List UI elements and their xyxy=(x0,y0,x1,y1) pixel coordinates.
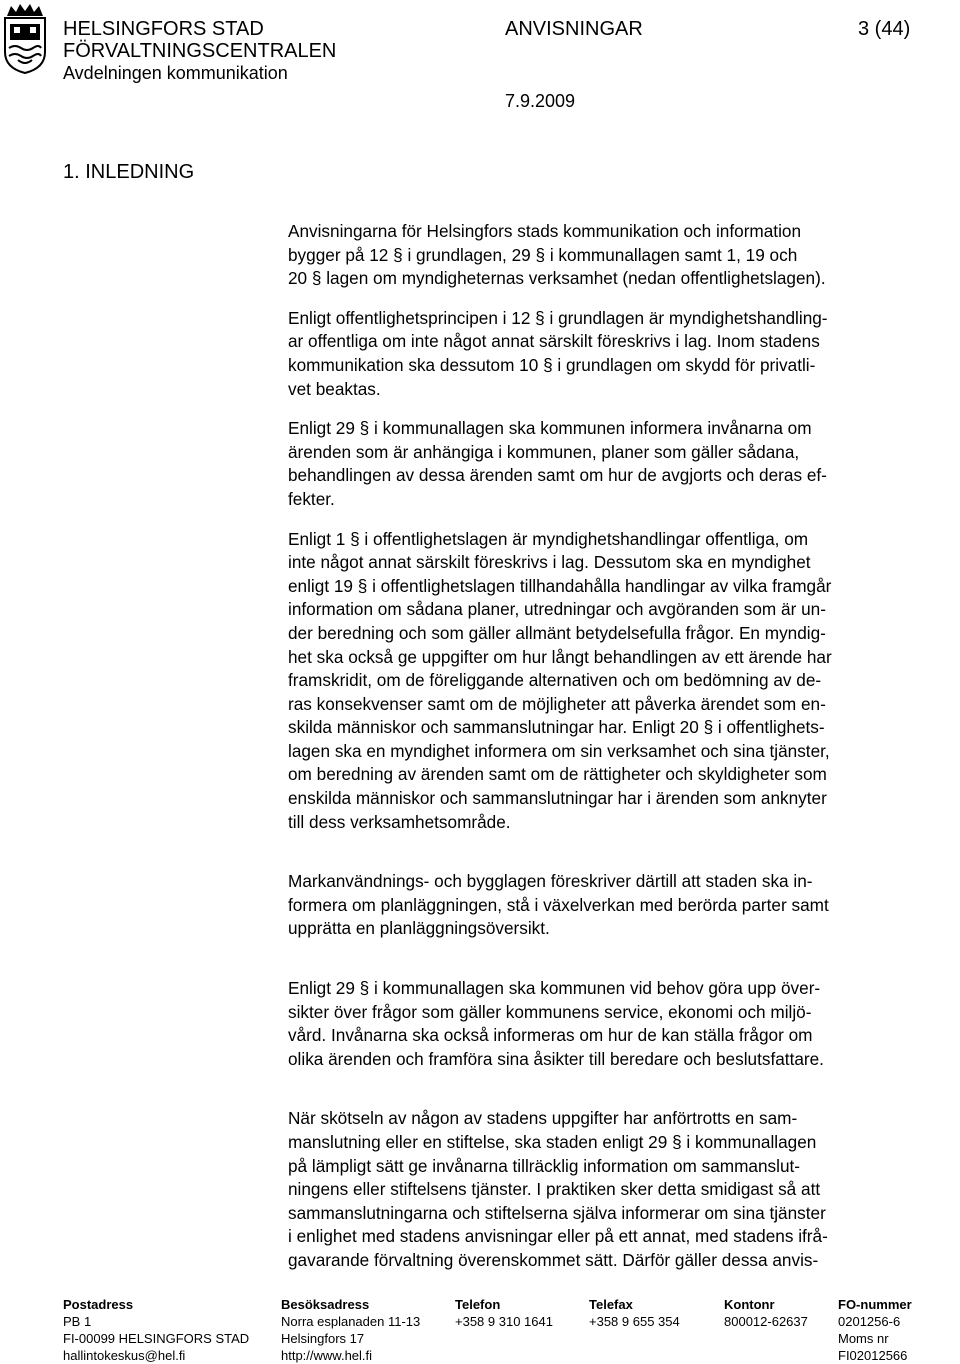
paragraph-gap xyxy=(288,941,928,977)
paragraph-gap xyxy=(288,834,928,870)
body-line: När skötseln av någon av stadens uppgifter har anförtrotts en sam- xyxy=(288,1108,798,1129)
body-line: behandlingen av dessa ärenden samt om hur de avgjorts och deras ef- xyxy=(288,465,827,486)
page-number: 3 (44) xyxy=(858,18,911,40)
body-line: lagen ska en myndighet informera om sin verksamhet och sina tjänster, xyxy=(288,740,830,761)
footer-value: FI02012566 xyxy=(838,1348,908,1363)
footer-value: Helsingfors 17 xyxy=(281,1331,365,1346)
body-line: på lämpligt sätt ge invånarna tillräcklig information om sammanslut- xyxy=(288,1155,801,1176)
body-line: kommunikation ska dessutom 10 § i grundlagen om skydd för privatli- xyxy=(288,354,816,375)
footer-label: Telefon xyxy=(455,1297,501,1312)
body-line: upprätta en planläggningsöversikt. xyxy=(288,918,550,939)
footer-label: Besöksadress xyxy=(281,1297,370,1312)
document-type: ANVISNINGAR xyxy=(505,18,643,40)
footer-phone xyxy=(455,1296,553,1330)
body-line: vård. Invånarna ska också informeras om hur de kan ställa frågor om xyxy=(288,1025,813,1046)
footer-email[interactable]: hallintokeskus@hel.fi xyxy=(63,1348,186,1363)
footer-value: Norra esplanaden 11-13 xyxy=(281,1314,421,1329)
body-line: Enligt 29 § i kommunallagen ska kommunen informera invånarna om xyxy=(288,418,812,439)
footer-account xyxy=(724,1296,808,1330)
body-line: gavarande förvaltning överenskommet sätt. Därför gäller dessa anvis- xyxy=(288,1249,819,1270)
body-line: Enligt offentlighetsprincipen i 12 § i grundlagen är myndighetshandling- xyxy=(288,307,828,328)
section-heading: 1. INLEDNING xyxy=(63,161,195,183)
footer-value: PB 1 xyxy=(63,1314,92,1329)
body-line: fekter. xyxy=(288,488,335,509)
body-line: enskilda människor och sammanslutningar har i ärenden som anknyter xyxy=(288,788,827,809)
body-line: ar offentliga om inte något annat särskilt föreskrivs i lag. Inom stadens xyxy=(288,331,820,352)
body-line: sammanslutningarna och stiftelserna själva informerar om sina tjänster xyxy=(288,1202,826,1223)
body-line: ningens eller stiftelsens tjänster. I praktiken sker detta smidigast så att xyxy=(288,1179,821,1200)
body-line: skilda människor och sammanslutningar har. Enligt 20 § i offentlighets- xyxy=(288,717,825,738)
body-line: enligt 19 § i offentlighetslagen tillhandahålla handlingar av vilka framgår xyxy=(288,575,832,596)
document-date: 7.9.2009 xyxy=(505,91,576,111)
body-text xyxy=(288,220,928,1273)
helsinki-coat-of-arms-icon xyxy=(2,2,48,74)
paragraph-gap xyxy=(288,1071,928,1107)
footer-postal-address xyxy=(63,1296,249,1364)
body-line: framskridit, om de föreliggande alternativen och om bedömning av de- xyxy=(288,670,822,691)
org-name: HELSINGFORS STAD xyxy=(63,18,264,40)
footer-label: FO-nummer xyxy=(838,1297,912,1312)
org-division: Avdelningen kommunikation xyxy=(63,63,288,83)
body-line: 20 § lagen om myndigheternas verksamhet (nedan offentlighetslagen). xyxy=(288,268,826,289)
footer-value: FI-00099 HELSINGFORS STAD xyxy=(63,1331,250,1346)
footer-value: +358 9 655 354 xyxy=(589,1314,680,1329)
org-department: FÖRVALTNINGSCENTRALEN xyxy=(63,40,337,62)
body-line: i enlighet med stadens anvisningar eller på ett annat, med stadens ifrå- xyxy=(288,1226,828,1247)
body-line: het ska också ge uppgifter om hur långt behandlingen av ett ärende har xyxy=(288,646,832,667)
body-line: ärenden som är anhängiga i kommunen, planer som gäller sådana, xyxy=(288,441,800,462)
body-line: formera om planläggningen, stå i växelverkan med berörda parter samt xyxy=(288,894,829,915)
body-line: olika ärenden och framföra sina åsikter till beredare och beslutsfattare. xyxy=(288,1048,824,1069)
footer-label: Kontonr xyxy=(724,1297,775,1312)
footer-label: Postadress xyxy=(63,1297,134,1312)
body-line: om beredning av ärenden samt om de rättigheter och skyldigheter som xyxy=(288,764,827,785)
body-line: ras konsekvenser samt om de möjligheter att påverka ärendet som en- xyxy=(288,693,826,714)
body-line: vet beaktas. xyxy=(288,378,381,399)
body-line: Enligt 1 § i offentlighetslagen är myndighetshandlingar offentliga, om xyxy=(288,528,809,549)
paragraph-gap xyxy=(288,401,928,417)
organisation-block xyxy=(63,18,336,84)
paragraph-gap xyxy=(288,512,928,528)
body-line: Anvisningarna för Helsingfors stads kommunikation och information xyxy=(288,221,802,241)
body-line: manslutning eller en stiftelse, ska staden enligt 29 § i kommunallagen xyxy=(288,1132,817,1152)
footer-business-id xyxy=(838,1296,912,1364)
body-line: Enligt 29 § i kommunallagen ska kommunen vid behov göra upp över- xyxy=(288,978,821,999)
body-line: der beredning och som gäller allmänt betydelsefulla frågor. En myndig- xyxy=(288,622,826,643)
footer-label: Telefax xyxy=(589,1297,633,1312)
body-line: bygger på 12 § i grundlagen, 29 § i kommunallagen samt 1, 19 och xyxy=(288,244,798,265)
paragraph-gap xyxy=(288,291,928,307)
footer-value: 0201256-6 xyxy=(838,1314,901,1329)
footer-visiting-address xyxy=(281,1296,420,1364)
body-line: till dess verksamhetsområde. xyxy=(288,811,511,832)
footer-website-link[interactable]: http://www.hel.fi xyxy=(281,1348,373,1363)
footer-value: +358 9 310 1641 xyxy=(455,1314,553,1329)
body-line: information om sådana planer, utredningar och avgöranden som är un- xyxy=(288,599,826,620)
body-line: Markanvändnings- och bygglagen föreskriver därtill att staden ska in- xyxy=(288,871,813,892)
footer-fax xyxy=(589,1296,680,1330)
footer-value: 800012-62637 xyxy=(724,1314,808,1329)
body-line: inte något annat särskilt föreskrivs i lag. Dessutom ska en myndighet xyxy=(288,552,811,573)
body-line: sikter över frågor som gäller kommunens service, ekonomi och miljö- xyxy=(288,1001,812,1022)
footer-value: Moms nr xyxy=(838,1331,889,1346)
